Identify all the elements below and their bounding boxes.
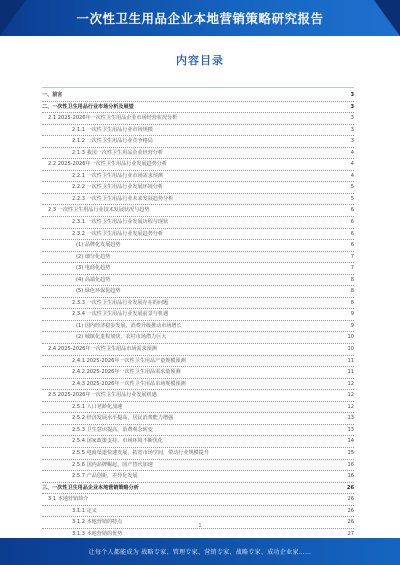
toc-entry-label: 2.4.1 2025-2026年一次性卫生用品产量规模预测 (72, 357, 186, 364)
toc-entry-page: 10 (347, 346, 354, 353)
toc-entry[interactable] (42, 148, 354, 160)
toc-entry-page: 13 (347, 415, 354, 422)
toc-entry-label: 2.5.4 国家政策支持，市场环境不断优化 (72, 438, 163, 445)
toc-entry-label: 2.3.3 一次性卫生用品行业发展存在的问题 (72, 299, 169, 306)
toc-entry-label: 2.1.2 一次性卫生用品行业竞争格局 (72, 138, 153, 145)
toc-entry-page: 8 (350, 276, 354, 283)
toc-entry-label: 2.5.7 产品创新，差异化发展 (72, 473, 138, 480)
toc-entry-label: 3.1.1 定义 (72, 507, 97, 514)
toc-entry-page: 6 (350, 219, 354, 226)
toc-entry[interactable] (42, 425, 354, 437)
toc-entry-page: 4 (350, 161, 354, 168)
toc-entry[interactable] (42, 113, 354, 125)
toc-entry-label: 3.1 本地营销简介 (48, 496, 89, 503)
toc-entry-page: 6 (350, 230, 354, 237)
toc-entry-page: 8 (350, 288, 354, 295)
toc-entry-label: 2.3.2 一次性卫生用品行业发展趋势分析 (72, 230, 163, 237)
toc-entry-label: 2.3.4 一次性卫生用品行业发展前景与机遇 (72, 311, 169, 318)
toc-entry-page: 4 (350, 149, 354, 156)
toc-entry[interactable] (42, 494, 354, 506)
toc-entry-page: 15 (347, 449, 354, 456)
toc-entry-label: 二、一次性卫生用品行业市场分析及展望 (42, 103, 134, 110)
toc-entry-label: 2.1.3 我国一次性卫生用品企业经营分析 (72, 149, 163, 156)
toc-entry-page: 8 (350, 299, 354, 306)
toc-entry[interactable] (42, 448, 354, 460)
toc-entry-label: (4) 高端化趋势 (76, 276, 111, 283)
toc-entry[interactable] (42, 402, 354, 414)
toc-entry-page: 3 (350, 126, 354, 133)
toc-title: 内容目录 (176, 54, 224, 67)
toc-entry-page: 27 (347, 530, 354, 537)
toc-entry-label: (2) 城镇化进程加快，农村市场潜力巨大 (76, 334, 167, 341)
report-title: 一次性卫生用品企业本地营销策略研究报告 (76, 11, 324, 26)
toc-entry-label: 2.3 一次性卫生用品行业技术发展状况与趋势 (48, 207, 150, 214)
toc-entry-label: (2) 细分化趋势 (76, 253, 111, 260)
toc-entry-page: 26 (347, 519, 354, 526)
toc-entry[interactable] (42, 379, 354, 391)
toc-entry-label: 2.2 2025-2026年一次性卫生用品行业发展趋势分析 (48, 161, 167, 168)
toc-entry-page: 13 (347, 426, 354, 433)
toc-entry-label: 2.5 2025-2026年一次性卫生用品行业发展机遇 (48, 392, 157, 399)
toc-entry[interactable] (42, 275, 354, 287)
toc-entry[interactable] (42, 194, 354, 206)
toc-entry[interactable] (42, 436, 354, 448)
toc-entry-label: 2.4.3 2025-2026年一次性卫生用品市场规模预测 (72, 380, 186, 387)
toc-entry[interactable] (42, 263, 354, 275)
toc-entry-page: 7 (350, 265, 354, 272)
header-banner (0, 0, 400, 36)
toc-entry-label: 3.1.3 本地营销的优势 (72, 530, 123, 537)
toc-entry[interactable] (42, 332, 354, 344)
toc-entry-page: 5 (350, 195, 354, 202)
toc-entry-page: 12 (347, 380, 354, 387)
toc-entry[interactable] (42, 102, 354, 114)
toc-entry-page: 4 (350, 172, 354, 179)
toc-entry-page: 3 (350, 92, 354, 98)
toc-entry-label: 2.3.1 一次性卫生用品行业发展历程与现状 (72, 219, 169, 226)
toc-entry-page: 3 (350, 115, 354, 122)
toc-entry-page: 3 (350, 103, 354, 110)
toc-entry-label: 2.1 2025-2026年一次性卫生用品企业市场经营状况分析 (48, 115, 178, 122)
toc-entry-page: 9 (350, 322, 354, 329)
toc-entry-label: 2.1.1 一次性卫生用品行业市场规模 (72, 126, 153, 133)
toc-entry[interactable] (42, 367, 354, 379)
toc-entry-label: 2.2.2 一次性卫生用品行业发展环境分析 (72, 184, 163, 191)
toc-entry[interactable] (42, 240, 354, 252)
toc-entry[interactable] (42, 171, 354, 183)
toc-entry-label: 3.1.2 本地营销的特点 (72, 519, 123, 526)
toc-entry[interactable] (42, 205, 354, 217)
toc-entry-label: 三、一次性卫生用品企业本地营销策略分析 (42, 484, 139, 491)
toc-entry-label: 2.5.6 国内品牌崛起，国产替代加速 (72, 461, 153, 468)
footer-slogan: 让每个人都能成为 战略专家、管理专家、营销专家、战略专家、成功企业家…… (88, 549, 312, 556)
toc-entry-label: 2.4.2 2025-2026年一次性卫生用品需求量预测 (72, 369, 181, 376)
toc-entry-page: 26 (347, 507, 354, 514)
table-of-contents (42, 90, 354, 552)
toc-entry[interactable] (42, 390, 354, 402)
footer-banner (0, 538, 400, 565)
toc-entry-page: 26 (346, 484, 354, 491)
toc-entry[interactable] (42, 506, 354, 518)
toc-entry-page: 26 (347, 496, 354, 503)
toc-entry-label: 2.5.1 人口老龄化加速 (72, 403, 123, 410)
toc-entry[interactable] (42, 471, 354, 483)
toc-entry-page: 11 (347, 369, 354, 376)
toc-entry[interactable] (42, 413, 354, 425)
toc-entry-page: 5 (350, 184, 354, 191)
toc-entry-page: 16 (347, 473, 354, 480)
toc-entry-page: 14 (347, 438, 354, 445)
toc-entry-page: 11 (347, 357, 354, 364)
toc-entry-page: 7 (350, 253, 354, 260)
toc-entry-page: 3 (350, 138, 354, 145)
toc-entry[interactable] (42, 460, 354, 472)
toc-entry[interactable] (42, 321, 354, 333)
toc-entry[interactable] (42, 159, 354, 171)
toc-entry[interactable] (42, 90, 354, 102)
toc-entry[interactable] (42, 286, 354, 298)
toc-entry[interactable] (42, 298, 354, 310)
toc-entry-label: (1) 国内经济稳步发展，消费升级推动市场增长 (76, 322, 182, 329)
toc-entry-page: 16 (347, 461, 354, 468)
toc-entry[interactable] (42, 125, 354, 137)
toc-entry[interactable] (42, 252, 354, 264)
toc-entry[interactable] (42, 217, 354, 229)
toc-entry[interactable] (42, 182, 354, 194)
toc-entry-label: (5) 绿色环保化趋势 (76, 288, 121, 295)
toc-entry-page: 6 (350, 242, 354, 249)
toc-entry-page: 12 (347, 403, 354, 410)
toc-entry-page: 9 (350, 311, 354, 318)
page-number: 1 (198, 523, 202, 529)
toc-entry-label: 一、前言 (42, 92, 63, 98)
toc-entry[interactable] (42, 309, 354, 321)
toc-entry-label: 2.2.3 一次性卫生用品行业未来发展趋势分析 (72, 195, 174, 202)
toc-entry-label: 2.5.2 经济发展水平提高，居民消费能力增强 (72, 415, 174, 422)
toc-entry[interactable] (42, 356, 354, 368)
toc-entry-label: 2.5.3 卫生意识提高，消费观念转变 (72, 426, 153, 433)
toc-entry-label: 2.4 2025-2026年一次性卫生用品市场需求预测 (48, 346, 157, 353)
toc-entry[interactable] (42, 344, 354, 356)
toc-entry[interactable] (42, 136, 354, 148)
toc-entry-page: 12 (347, 392, 354, 399)
toc-divider (42, 87, 354, 88)
toc-entry-label: 2.5.5 电商渠道快速发展，拓宽市场空间，带动行业规模提升 (72, 449, 209, 456)
toc-entry-page: 6 (350, 207, 354, 214)
toc-entry[interactable] (42, 483, 354, 495)
toc-entry-label: 2.2.1 一次性卫生用品行业市场需求预测 (72, 172, 163, 179)
toc-entry-page: 10 (347, 334, 354, 341)
toc-entry[interactable] (42, 229, 354, 241)
toc-entry-label: (1) 品牌化发展趋势 (76, 242, 121, 249)
toc-entry-label: (3) 电商化趋势 (76, 265, 111, 272)
